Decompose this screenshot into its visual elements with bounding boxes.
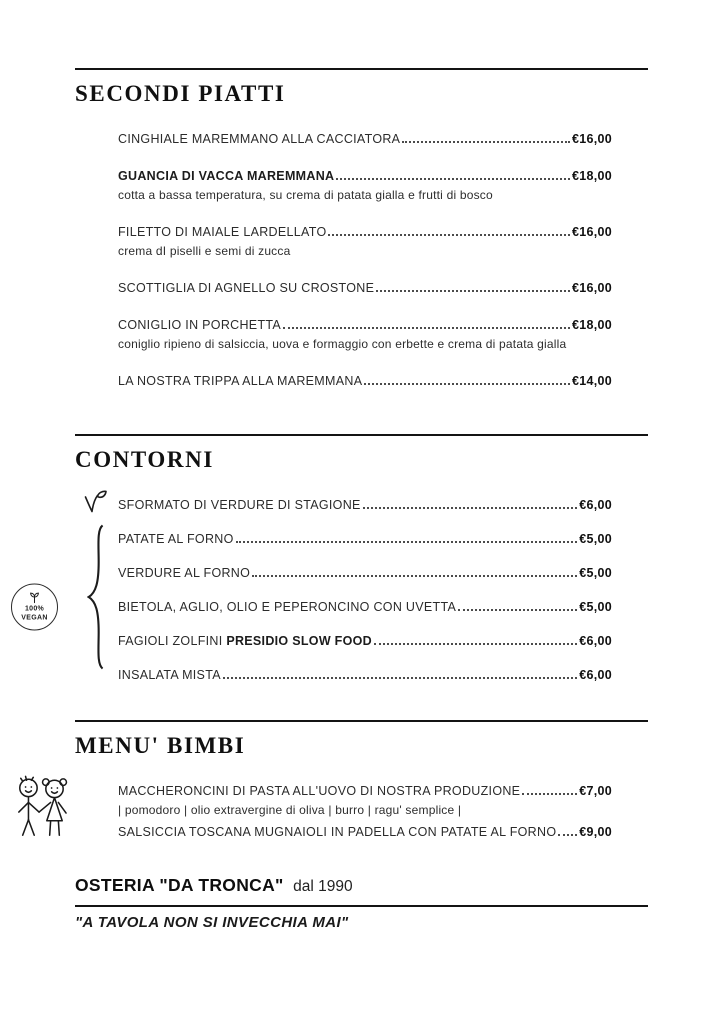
item-price: €7,00: [579, 784, 612, 798]
item-row: [118, 634, 612, 648]
item-row: [118, 498, 612, 512]
dot-leader: [522, 793, 577, 795]
item-row: [118, 132, 612, 146]
vegan-badge-percent: 100%: [24, 605, 45, 613]
sprout-icon: [28, 591, 41, 603]
item-row: [118, 600, 612, 614]
menu-item: [118, 532, 612, 546]
item-row: [118, 318, 612, 332]
menu-item: [118, 498, 612, 512]
dot-leader: [402, 141, 570, 143]
item-name: VERDURE AL FORNO: [118, 566, 251, 580]
section-divider: [75, 720, 648, 722]
menu-item: [118, 634, 612, 648]
menu-item: [118, 281, 612, 295]
secondi-items: [118, 132, 612, 388]
item-row: [118, 225, 612, 239]
vegan-items-group: [21, 532, 612, 682]
section-title-bimbi: MENU' BIMBI: [75, 733, 246, 758]
item-price: €18,00: [571, 169, 612, 183]
item-name: INSALATA MISTA: [118, 668, 221, 682]
item-description: coniglio ripieno di salsiccia, uova e formaggio con erbette e crema di patata gialla: [118, 337, 567, 351]
menu-item: [118, 132, 612, 146]
since-text: dal 1990: [293, 878, 353, 895]
footer-divider: [75, 905, 648, 907]
item-name-regular: FAGIOLI ZOLFINI: [118, 634, 223, 648]
dot-leader: [458, 609, 577, 611]
item-price: €5,00: [579, 566, 612, 580]
vegan-brace: [87, 524, 107, 670]
item-row: [118, 784, 612, 798]
item-name: CONIGLIO IN PORCHETTA: [118, 318, 282, 332]
menu-item: [118, 169, 612, 202]
item-row: [118, 281, 612, 295]
dot-leader: [374, 643, 577, 645]
footer: [75, 875, 648, 931]
item-name: FILETTO DI MAIALE LARDELLATO: [118, 225, 327, 239]
item-row: [118, 532, 612, 546]
item-price: €14,00: [571, 374, 612, 388]
menu-item: [118, 825, 612, 839]
item-price: €18,00: [571, 318, 612, 332]
item-name: CINGHIALE MAREMMANO ALLA CACCIATORA: [118, 132, 401, 146]
item-name: BIETOLA, AGLIO, OLIO E PEPERONCINO CON UVETTA: [118, 600, 457, 614]
dot-leader: [336, 178, 570, 180]
menu-item: [118, 600, 612, 614]
item-name: [118, 634, 372, 648]
menu-item: [118, 566, 612, 580]
section-title-contorni: CONTORNI: [75, 447, 214, 472]
vegan-badge-label: VEGAN: [21, 614, 48, 622]
section-divider: [75, 434, 648, 436]
menu-item: [118, 374, 612, 388]
item-name: LA NOSTRA TRIPPA ALLA MAREMMANA: [118, 374, 363, 388]
dot-leader: [223, 677, 577, 679]
menu-item: [118, 225, 612, 258]
vegan-100-badge: [11, 584, 58, 631]
dot-leader: [328, 234, 569, 236]
item-description: cotta a bassa temperatura, su crema di patata gialla e frutti di bosco: [118, 188, 493, 202]
item-row: [118, 825, 612, 839]
children-icon: [14, 772, 68, 856]
item-name: SFORMATO DI VERDURE DI STAGIONE: [118, 498, 361, 512]
restaurant-name-text: OSTERIA "DA TRONCA": [75, 875, 284, 895]
item-name: PATATE AL FORNO: [118, 532, 234, 546]
item-price: €6,00: [579, 668, 612, 682]
menu-item: [118, 318, 612, 351]
restaurant-name: [75, 875, 648, 896]
dot-leader: [376, 290, 570, 292]
item-price: €5,00: [579, 532, 612, 546]
item-price: €16,00: [571, 132, 612, 146]
menu-item: [118, 668, 612, 682]
item-price: €6,00: [579, 498, 612, 512]
section-divider: [75, 68, 648, 70]
item-name: MACCHERONCINI DI PASTA ALL'UOVO DI NOSTRA PRODUZIONE: [118, 784, 521, 798]
item-price: €9,00: [579, 825, 612, 839]
item-name: GUANCIA DI VACCA MAREMMANA: [118, 169, 335, 183]
dot-leader: [363, 507, 578, 509]
menu-item: [118, 784, 612, 817]
item-row: [118, 169, 612, 183]
item-name: SCOTTIGLIA DI AGNELLO SU CROSTONE: [118, 281, 375, 295]
item-price: €16,00: [571, 281, 612, 295]
item-price: €5,00: [579, 600, 612, 614]
item-price: €16,00: [571, 225, 612, 239]
vegan-leaf-icon: [81, 490, 109, 518]
section-secondi-piatti: [75, 68, 648, 388]
contorni-items: [21, 498, 612, 682]
item-name-bold: PRESIDIO SLOW FOOD: [226, 634, 372, 648]
dot-leader: [252, 575, 577, 577]
dot-leader: [364, 383, 570, 385]
item-row: [118, 668, 612, 682]
item-row: [118, 374, 612, 388]
dot-leader: [283, 327, 570, 329]
item-description: | pomodoro | olio extravergine di oliva | burro | ragu' semplice |: [118, 803, 462, 817]
section-menu-bimbi: [75, 720, 648, 839]
item-name: SALSICCIA TOSCANA MUGNAIOLI IN PADELLA CON PATATE AL FORNO: [118, 825, 557, 839]
section-contorni: [21, 434, 648, 682]
dot-leader: [236, 541, 578, 543]
item-description: crema dI piselli e semi di zucca: [118, 244, 291, 258]
section-title-secondi: SECONDI PIATTI: [75, 81, 286, 106]
dot-leader: [558, 834, 577, 836]
tagline: "A TAVOLA NON SI INVECCHIA MAI": [75, 914, 349, 931]
item-price: €6,00: [579, 634, 612, 648]
item-row: [118, 566, 612, 580]
bimbi-items: [118, 784, 612, 839]
